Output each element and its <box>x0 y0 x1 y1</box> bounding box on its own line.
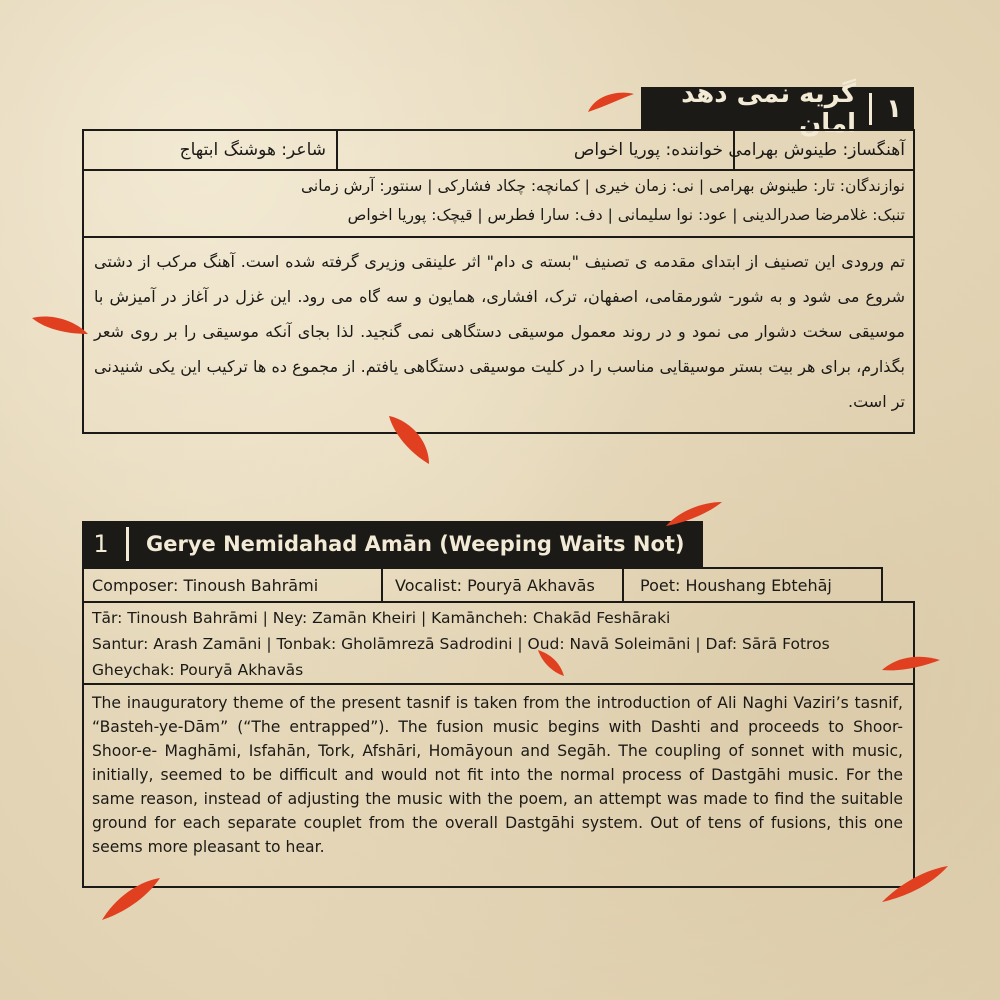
persian-composer: آهنگساز: طینوش بهرامی <box>728 140 905 160</box>
petal-decoration <box>385 412 435 467</box>
english-track-title: Gerye Nemidahad Amān (Weeping Waits Not) <box>146 532 685 556</box>
persian-description-box <box>82 236 915 434</box>
english-composer: Composer: Tinoush Bahrāmi <box>92 575 319 595</box>
english-title-divider <box>126 527 129 561</box>
persian-poet: شاعر: هوشنگ ابتهاج <box>179 140 326 160</box>
persian-description: تم ورودی این تصنیف از ابتدای مقدمه ی تصنیف "بسته ی دام" اثر علینقی وزیری گرفته شده است. آهنگ مرکب از دشتی شروع می شود و به شور- شورمقامی، اصفهان، ترک، افشاری، همایون و سه گاه می رود. این غزل در آغاز در آمیزش با موسیقی سخت دشوار می نمود و در روند معمول موسیقی دستگاهی نمی گنجید. لذا بجای آنکه موسیقی را بر روی شعر بگذارم، برای هر بیت بستر موسیقایی مناسب را در کلیت موسیقی دستگاهی یافتم. از مجموع ده ها ترکیب این یکی شنیدنی تر است. <box>94 252 905 411</box>
english-poet: Poet: Houshang Ebtehāj <box>640 575 832 595</box>
english-vocalist: Vocalist: Pouryā Akhavās <box>395 575 595 595</box>
persian-poet-cell <box>82 129 338 171</box>
persian-credits-row <box>82 129 915 171</box>
persian-title-divider <box>869 93 872 125</box>
persian-title-bar <box>641 79 914 139</box>
english-description-box <box>82 683 915 888</box>
english-title-bar <box>82 521 703 567</box>
petal-decoration <box>880 864 950 904</box>
english-description: The inauguratory theme of the present tasnif is taken from the introduction of Ali Naghi Vaziri’s tasnif, “Basteh-ye-Dām” (“The entrapped”). The fusion music begins with Dashti and proceeds to Shoor- Shoor-e- Maghāmi, Isfahān, Tork, Afshāri, Homāyoun and Segāh. The coupling of sonnet with music, initially, seemed to be difficult and would not fit into the normal process of Dastgāhi music. For the same reason, instead of adjusting the music with the poem, an attempt was made to find the suitable ground for each separate couplet from the overall Dastgāhi system. Out of tens of fusions, this one seems more pleasant to hear. <box>92 694 903 856</box>
persian-performers-line-1: نوازندگان: تار: طینوش بهرامی | نی: زمان خیری | کمانچه: چکاد فشارکی | سنتور: آرش زمانی <box>301 177 905 195</box>
persian-performers-line-2: تنبک: غلامرضا صدرالدینی | عود: نوا سلیمانی | دف: سارا فطرس | قیچک: پوریا اخواص <box>347 206 905 224</box>
english-credits-row <box>82 567 883 603</box>
english-performers-line-2: Santur: Arash Zamāni | Tonbak: Gholāmrezā Sadrodini | Oud: Navā Soleimāni | Daf: Sārā Fotros <box>92 635 830 653</box>
petal-decoration <box>536 648 566 678</box>
persian-performers-box <box>82 169 915 238</box>
english-performers-line-1: Tār: Tinoush Bahrāmi | Ney: Zamān Kheiri | Kamāncheh: Chakād Feshāraki <box>92 609 671 627</box>
english-track-number: 1 <box>93 530 109 558</box>
persian-track-title: گریه نمی دهد امان <box>681 79 856 139</box>
petal-decoration <box>664 500 724 530</box>
petal-decoration <box>30 312 90 342</box>
petal-decoration <box>100 876 162 922</box>
english-performers-line-3: Gheychak: Pouryā Akhavās <box>92 661 304 679</box>
persian-vocalist: خواننده: پوریا اخواص <box>573 140 723 160</box>
english-vocalist-cell <box>381 567 624 603</box>
petal-decoration <box>586 88 636 118</box>
persian-vocalist-cell <box>336 129 735 171</box>
persian-track-number: ۱ <box>886 94 902 124</box>
english-performers-box <box>82 601 915 685</box>
petal-decoration <box>880 652 942 674</box>
